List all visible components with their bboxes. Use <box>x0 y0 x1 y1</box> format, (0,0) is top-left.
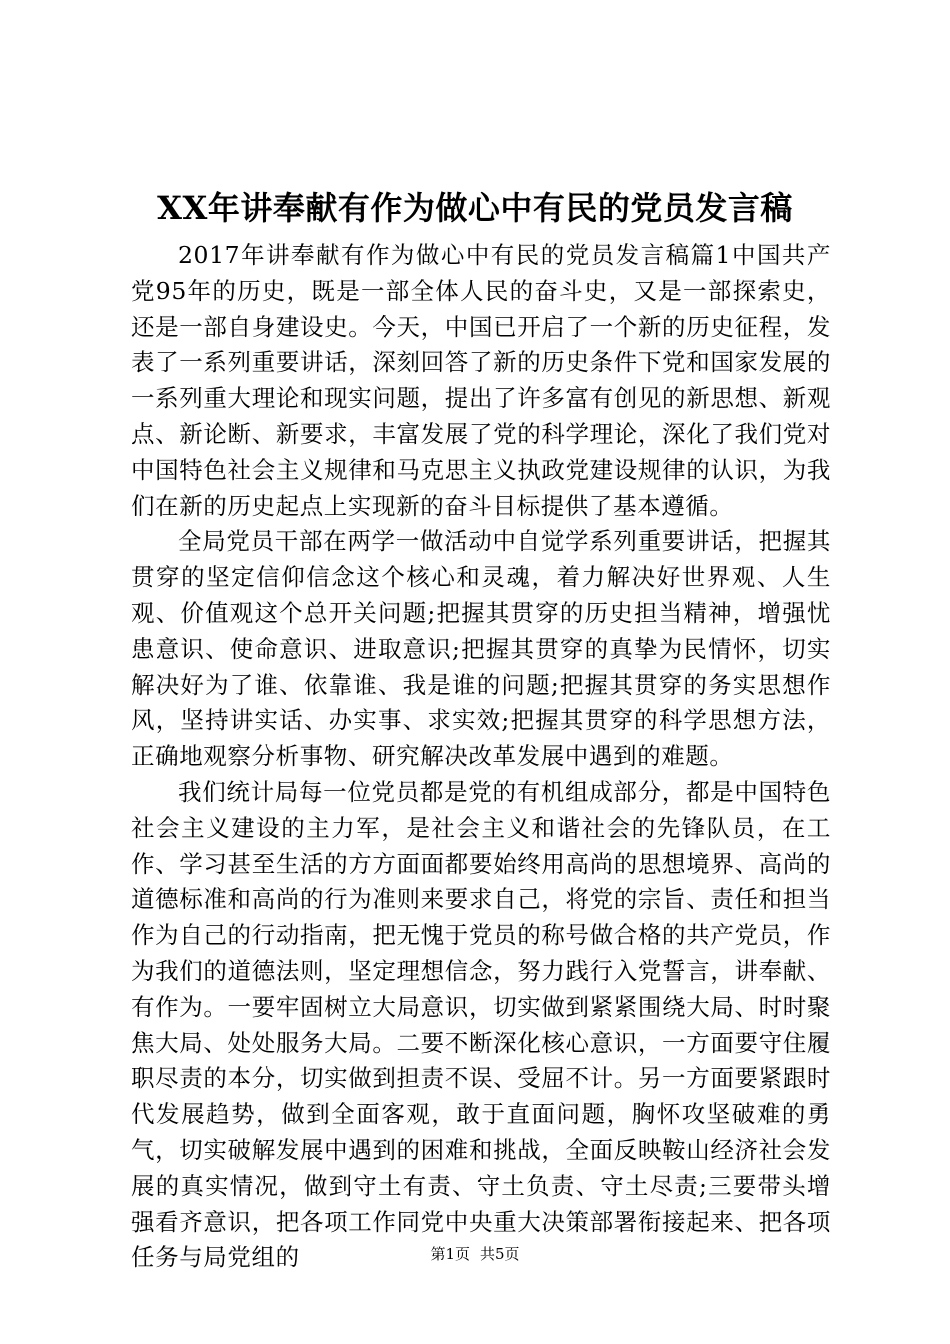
document-body <box>131 238 831 1276</box>
page-footer <box>0 1244 950 1264</box>
paragraph-2: 全局党员干部在两学一做活动中自觉学系列重要讲话，把握其贯穿的坚定信仰信念这个核心和灵魂，着力解决好世界观、人生观、价值观这个总开关问题;把握其贯穿的历史担当精神，增强忧患意识、使命意识、进取意识;把握其贯穿的真挚为民情怀，切实解决好为了谁、依靠谁、我是谁的问题;把握其贯穿的务实思想作风，坚持讲实话、办实事、求实效;把握其贯穿的科学思想方法，正确地观察分析事物、研究解决改革发展中遇到的难题。 <box>131 527 831 771</box>
paragraph-1: 2017年讲奉献有作为做心中有民的党员发言稿篇1中国共产党95年的历史，既是一部全体人民的奋斗史，又是一部探索史，还是一部自身建设史。今天，中国已开启了一个新的历史征程，发表了一系列重要讲话，深刻回答了新的历史条件下党和国家发展的一系列重大理论和现实问题，提出了许多富有创见的新思想、新观点、新论断、新要求，丰富发展了党的科学理论，深化了我们党对中国特色社会主义规律和马克思主义执政党建设规律的认识，为我们在新的历史起点上实现新的奋斗目标提供了基本遵循。 <box>131 241 831 520</box>
page-total: 共5页 <box>480 1245 520 1263</box>
paragraph-3: 我们统计局每一位党员都是党的有机组成部分，都是中国特色社会主义建设的主力军，是社会主义和谐社会的先锋队员，在工作、学习甚至生活的方方面面都要始终用高尚的思想境界、高尚的道德标准和高尚的行为准则来要求自己，将党的宗旨、责任和担当作为自己的行动指南，把无愧于党员的称号做合格的共产党员，作为我们的道德法则，坚定理想信念，努力践行入党誓言，讲奉献、有作为。一要牢固树立大局意识，切实做到紧紧围绕大局、时时聚焦大局、处处服务大局。二要不断深化核心意识，一方面要守住履职尽责的本分，切实做到担责不误、受屈不计。另一方面要紧跟时代发展趋势，做到全面客观，敢于直面问题，胸怀攻坚破难的勇气，切实破解发展中遇到的困难和挑战，全面反映鞍山经济社会发展的真实情况，做到守土有责、守土负责、守土尽责;三要带头增强看齐意识，把各项工作同党中央重大决策部署衔接起来、把各项任务与局党组的 <box>131 777 831 1272</box>
page-number: 第1页 <box>430 1245 470 1263</box>
document-title: XX年讲奉献有作为做心中有民的党员发言稿 <box>157 189 793 227</box>
